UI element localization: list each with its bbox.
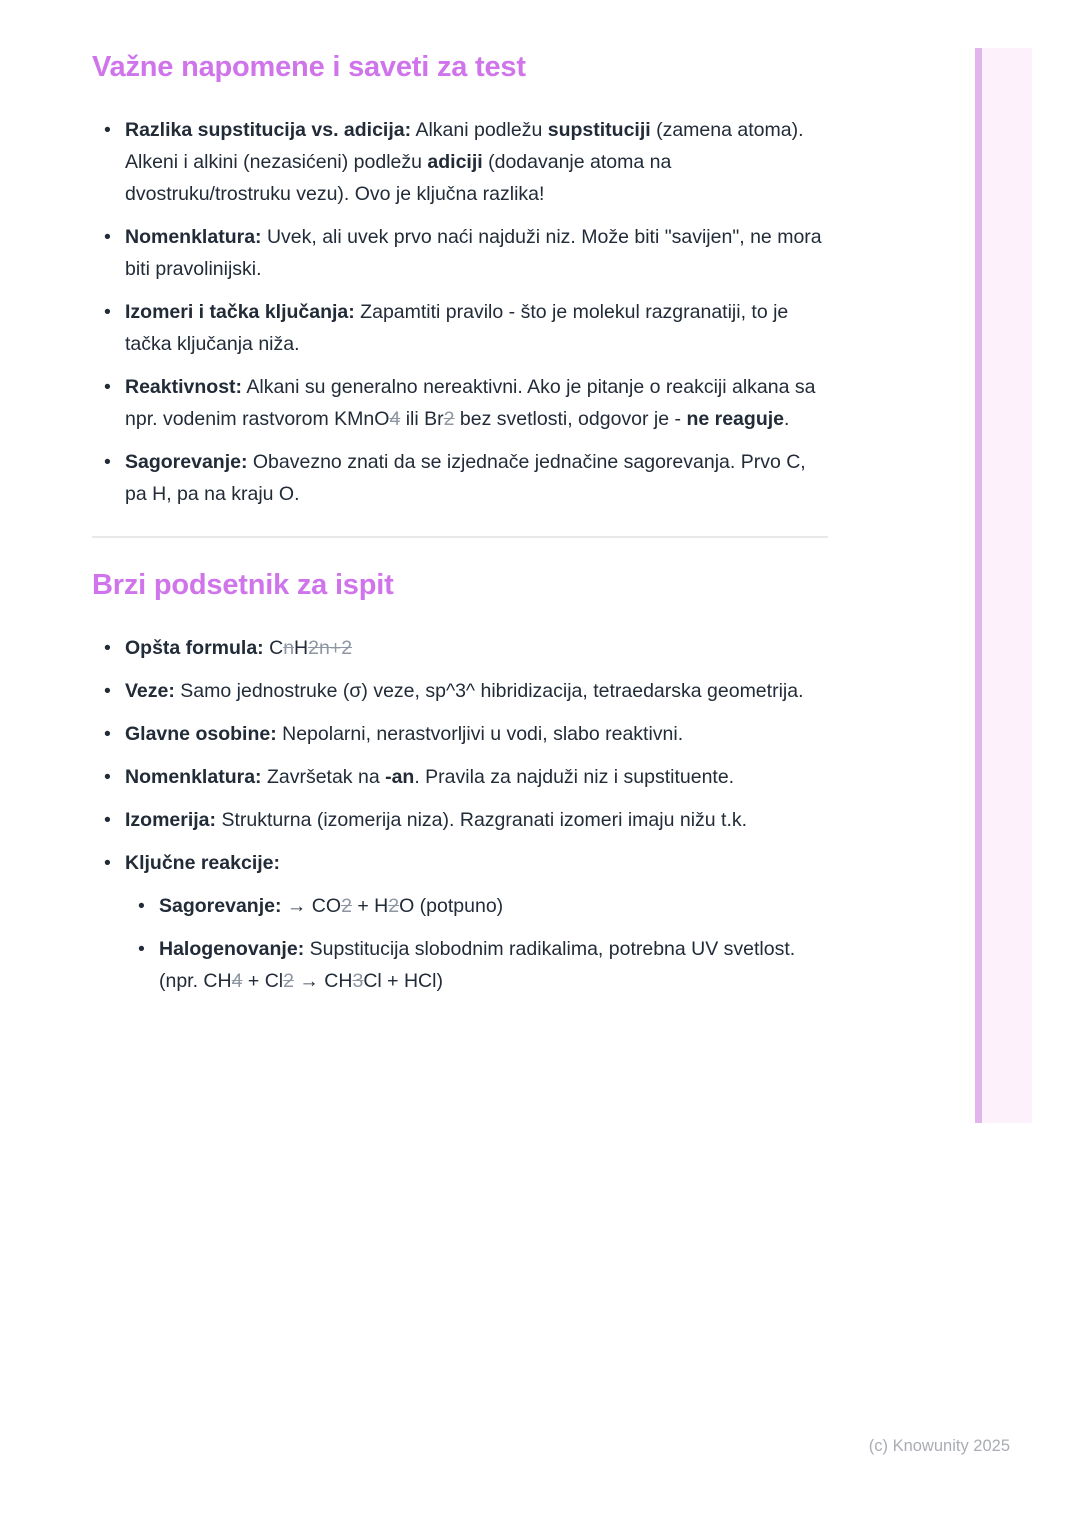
text-segment: 2 xyxy=(388,895,400,917)
text-segment: Sagorevanje: xyxy=(125,451,248,473)
text-segment: + H xyxy=(351,895,389,917)
text-segment: Reaktivnost: xyxy=(125,376,243,398)
list-item xyxy=(125,114,828,210)
text-segment: (dodavanje atoma na dvostruku/trostruku vezu). Ovo je ključna razlika! xyxy=(125,151,672,205)
text-segment: Razlika supstitucija vs. adicija: xyxy=(125,119,412,141)
text-segment: Nepolarni, nerastvorljivi u vodi, slabo reaktivni. xyxy=(276,723,684,745)
text-segment: C xyxy=(263,637,284,659)
text-segment: Glavne osobine: xyxy=(125,723,277,745)
text-segment: adiciji xyxy=(427,151,483,173)
list-item xyxy=(159,890,828,922)
text-segment: -an xyxy=(385,766,415,788)
text-segment: Nomenklatura: xyxy=(125,226,262,248)
text-segment: Završetak na xyxy=(261,766,386,788)
text-segment: Zapamtiti pravilo - što je molekul razgranatiji, to je tačka ključanja niža. xyxy=(125,301,789,355)
text-segment: 2 xyxy=(341,895,352,917)
text-segment: + Cl xyxy=(242,970,284,992)
text-segment: ili Br xyxy=(400,408,444,430)
text-segment: Strukturna (izomerija niza). Razgranati izomeri imaju nižu t.k. xyxy=(216,809,748,831)
text-segment: . Pravila za najduži niz i supstituente. xyxy=(414,766,735,788)
side-highlight-bar xyxy=(975,48,1032,1123)
text-segment: 2n+2 xyxy=(308,637,353,659)
text-segment: 4 xyxy=(389,408,401,430)
text-segment: Ključne reakcije: xyxy=(125,852,280,874)
text-segment: 3 xyxy=(352,970,364,992)
text-segment: Alkani su generalno nereaktivni. Ako je pitanje o reakciji alkana sa npr. vodenim rastvorom KMnO xyxy=(125,376,816,430)
text-segment: Samo jednostruke (σ) veze, sp^3^ hibridizacija, tetraedarska geometrija. xyxy=(174,680,804,702)
text-segment: Izomerija: xyxy=(125,809,217,831)
text-segment: Nomenklatura: xyxy=(125,766,262,788)
list-item xyxy=(125,371,828,435)
list-item xyxy=(125,675,828,707)
list-item xyxy=(125,632,828,664)
copyright-footer: (c) Knowunity 2025 xyxy=(868,1437,1010,1455)
text-segment: Veze: xyxy=(125,680,175,702)
list-item xyxy=(125,804,828,836)
text-segment: O (potpuno) xyxy=(399,895,504,917)
list-item xyxy=(125,847,828,997)
text-segment: 2 xyxy=(283,970,294,992)
section-title-vazne-napomene: Važne napomene i saveti za test xyxy=(92,51,526,83)
text-segment: 2 xyxy=(443,408,455,430)
text-segment: Opšta formula: xyxy=(125,637,264,659)
text-segment: bez svetlosti, odgovor je - xyxy=(454,408,687,430)
text-segment: Halogenovanje: xyxy=(159,938,305,960)
text-segment: ne reaguje xyxy=(686,408,784,430)
text-segment: → CO xyxy=(281,895,342,917)
list-item xyxy=(125,718,828,750)
reminder-list xyxy=(92,632,828,997)
text-segment: Sagorevanje: xyxy=(159,895,282,917)
text-segment: H xyxy=(294,637,309,659)
text-segment: . xyxy=(784,408,790,430)
text-segment: → CH xyxy=(293,970,353,992)
list-item xyxy=(159,933,828,997)
notes-list xyxy=(92,114,828,510)
section-divider xyxy=(92,536,828,538)
list-item xyxy=(125,446,828,510)
list-item xyxy=(125,296,828,360)
text-segment: Uvek, ali uvek prvo naći najduži niz. Može biti "savijen", ne mora biti pravolinijski. xyxy=(125,226,822,280)
text-segment: (zamena atoma). Alkeni i alkini (nezasićeni) podležu xyxy=(125,119,804,173)
text-segment: Obavezno znati da se izjednače jednačine sagorevanja. Prvo C, pa H, pa na kraju O. xyxy=(125,451,806,505)
list-item xyxy=(125,221,828,285)
text-segment: Izomeri i tačka ključanja: xyxy=(125,301,355,323)
sub-list xyxy=(125,890,828,997)
text-segment: Alkani podležu xyxy=(411,119,548,141)
text-segment: supstituciji xyxy=(547,119,651,141)
text-segment: Cl + HCl) xyxy=(363,970,443,992)
list-item xyxy=(125,761,828,793)
text-segment: Supstitucija slobodnim radikalima, potrebna UV svetlost. (npr. CH xyxy=(159,938,796,992)
text-segment: n xyxy=(283,637,295,659)
section-title-brzi-podsetnik: Brzi podsetnik za ispit xyxy=(92,569,394,601)
page-content xyxy=(92,50,828,1008)
text-segment: 4 xyxy=(231,970,243,992)
